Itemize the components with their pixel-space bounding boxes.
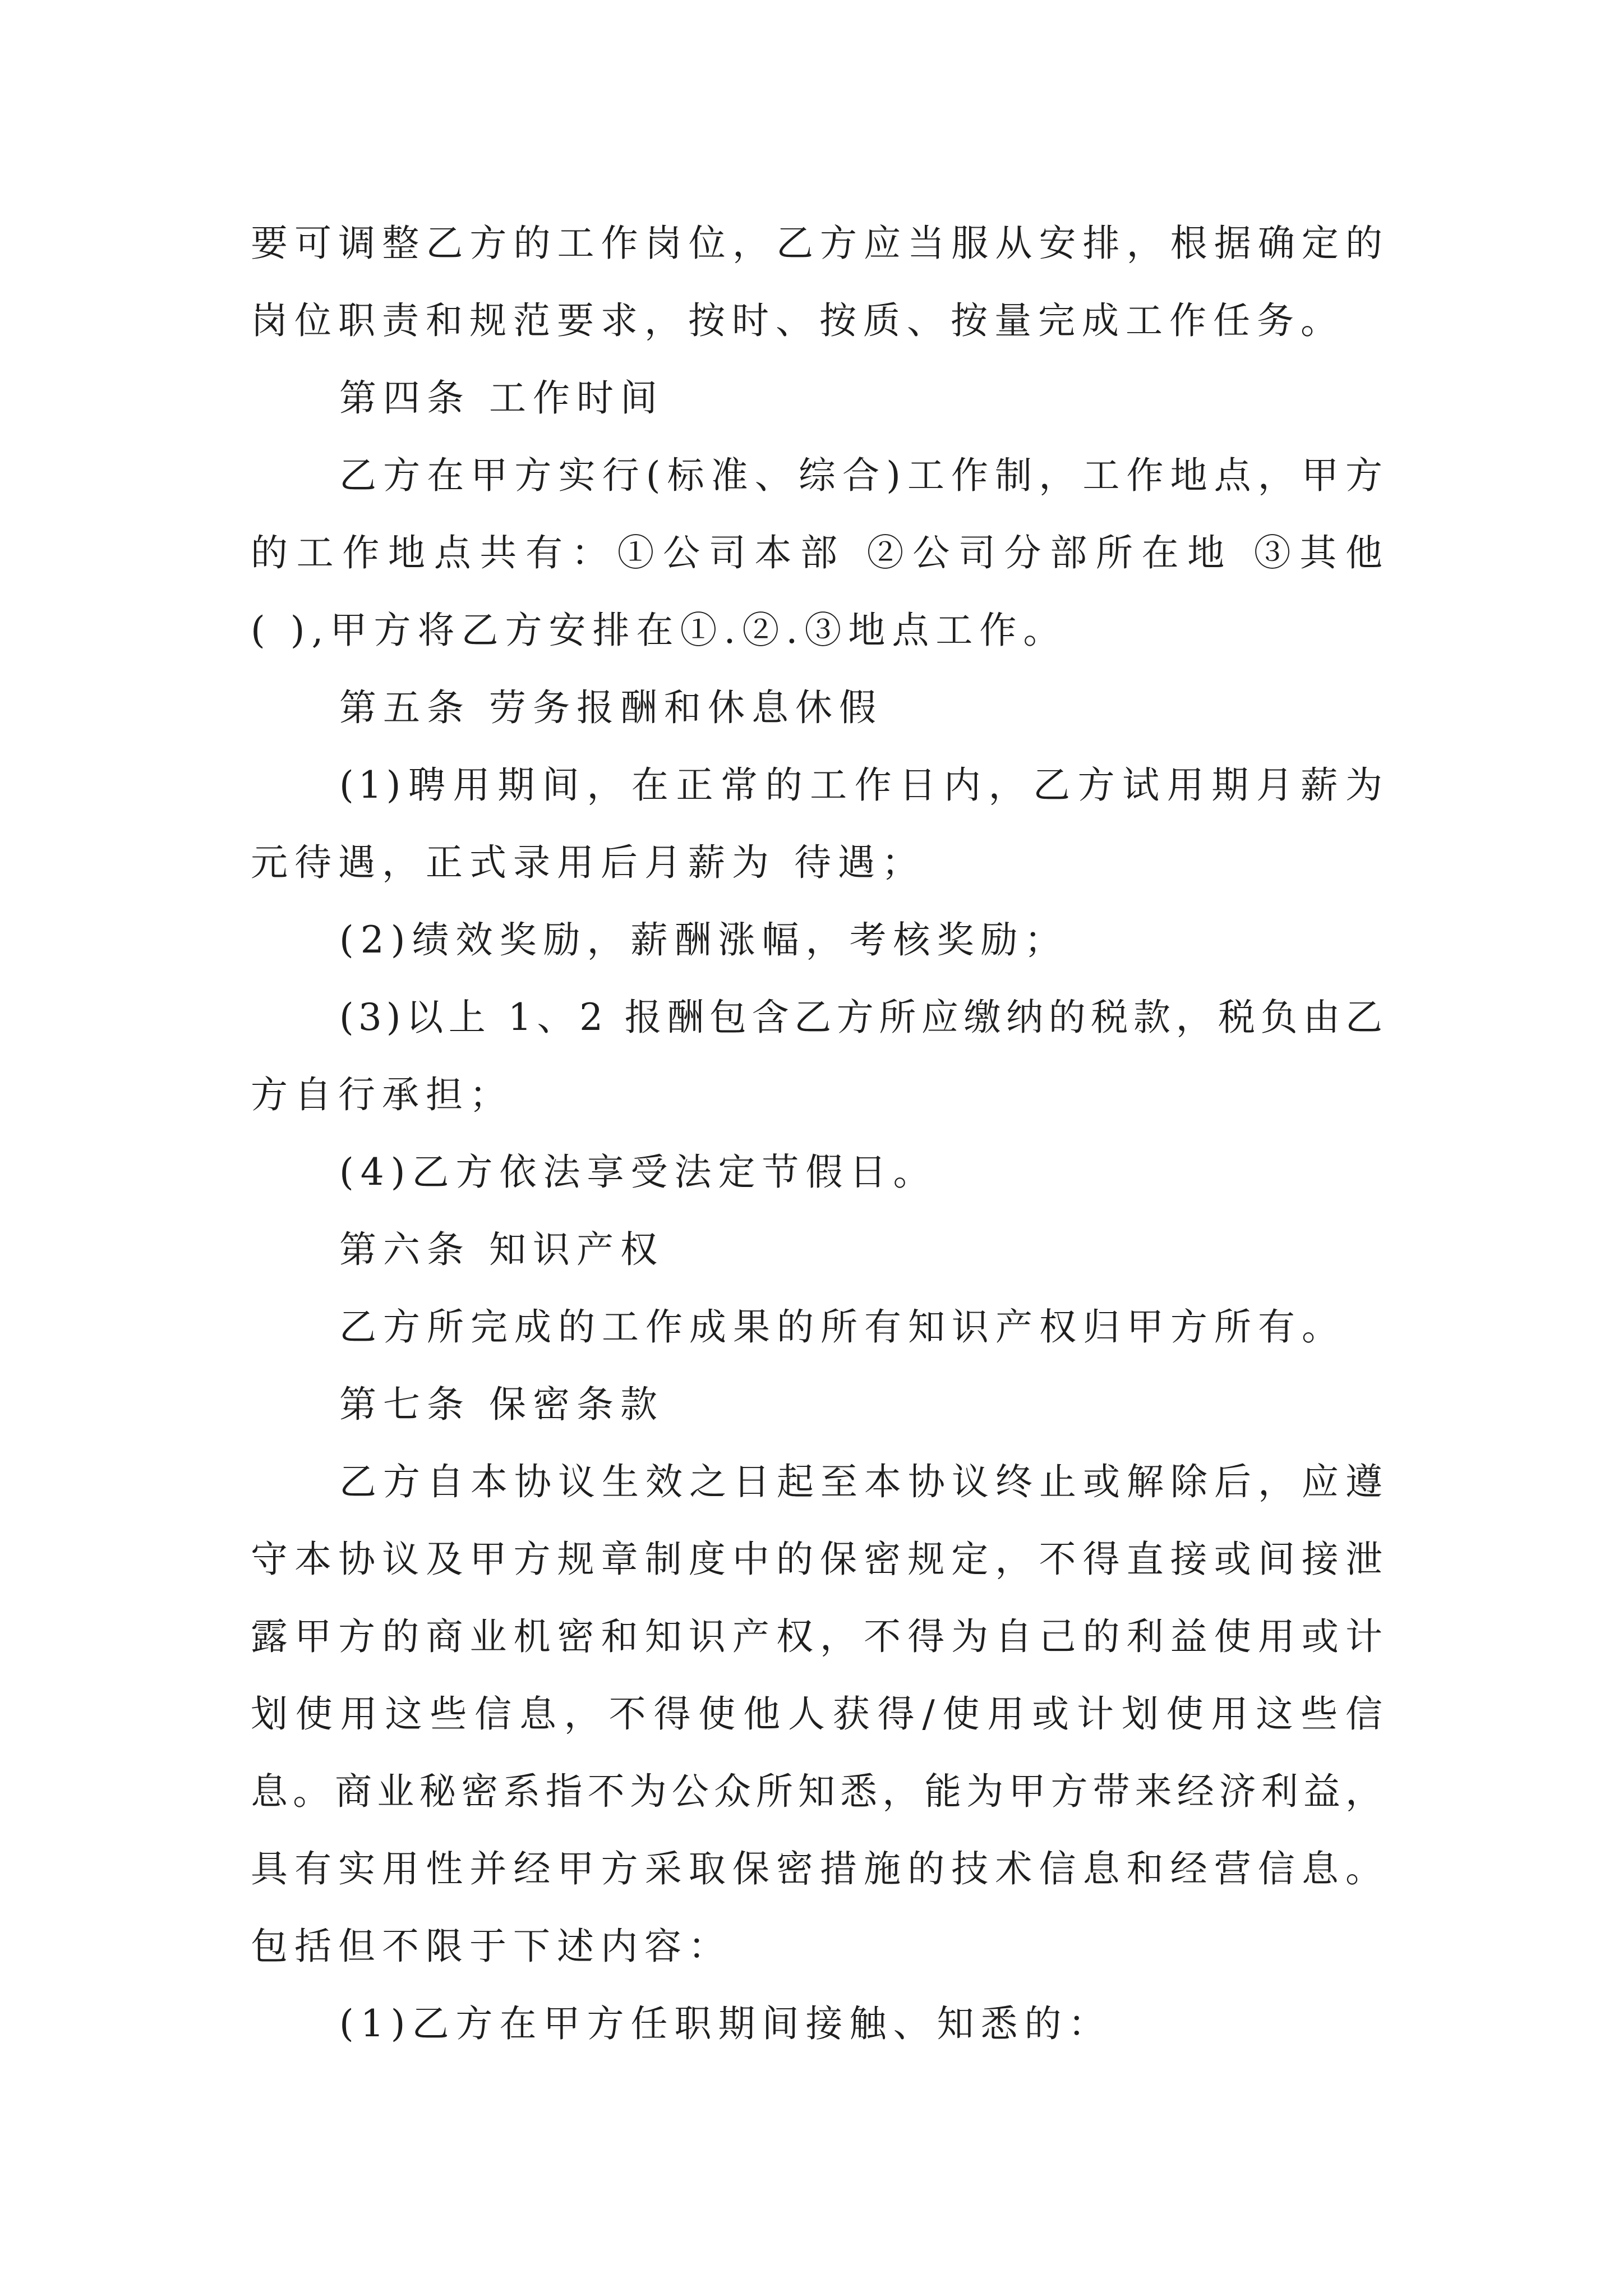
body-text-line: 具有实用性并经甲方采取保密措施的技术信息和经营信息。 <box>251 1847 1387 1890</box>
body-text-line: 划使用这些信息，不得使他人获得/使用或计划使用这些信 <box>251 1692 1387 1736</box>
list-item-line: (4)乙方依法享受法定节假日。 <box>339 1151 937 1194</box>
body-text-line: 乙方自本协议生效之日起至本协议终止或解除后，应遵 <box>339 1460 1387 1503</box>
body-text-line: 乙方所完成的工作成果的所有知识产权归甲方所有。 <box>339 1305 1345 1349</box>
body-text-line: 乙方在甲方实行(标准、综合)工作制，工作地点，甲方 <box>339 454 1387 497</box>
article-heading: 第七条 保密条款 <box>339 1383 664 1426</box>
body-text-line: 包括但不限于下述内容： <box>251 1925 732 1968</box>
body-text-line: 的工作地点共有：①公司本部 ②公司分部所在地 ③其他 <box>251 531 1387 574</box>
body-text-line: 守本协议及甲方规章制度中的保密规定，不得直接或间接泄 <box>251 1538 1387 1581</box>
article-heading: 第四条 工作时间 <box>339 376 664 420</box>
document-body <box>251 205 1387 2063</box>
list-item-line: (2)绩效奖励，薪酬涨幅，考核奖励； <box>339 918 1068 961</box>
list-item-line: 方自行承担； <box>251 1073 513 1116</box>
article-heading: 第六条 知识产权 <box>339 1228 664 1271</box>
list-item-line: 元待遇，正式录用后月薪为 待遇； <box>251 841 925 884</box>
list-item-line: (3)以上 1、2 报酬包含乙方所应缴纳的税款，税负由乙 <box>339 996 1387 1039</box>
body-text-line: 息。商业秘密系指不为公众所知悉，能为甲方带来经济利益， <box>251 1770 1387 1813</box>
article-heading: 第五条 劳务报酬和休息休假 <box>339 686 883 729</box>
body-text-line: 露甲方的商业机密和知识产权，不得为自己的利益使用或计 <box>251 1615 1387 1658</box>
body-text-line: 岗位职责和规范要求，按时、按质、按量完成工作任务。 <box>251 299 1344 342</box>
list-item-line: (1)乙方在甲方任职期间接触、知悉的： <box>339 2002 1112 2045</box>
list-item-line: (1)聘用期间，在正常的工作日内，乙方试用期月薪为 <box>339 763 1387 807</box>
body-text-line: ( ),甲方将乙方安排在①.②.③地点工作。 <box>251 609 1067 652</box>
body-text-line: 要可调整乙方的工作岗位，乙方应当服从安排，根据确定的 <box>251 222 1387 265</box>
